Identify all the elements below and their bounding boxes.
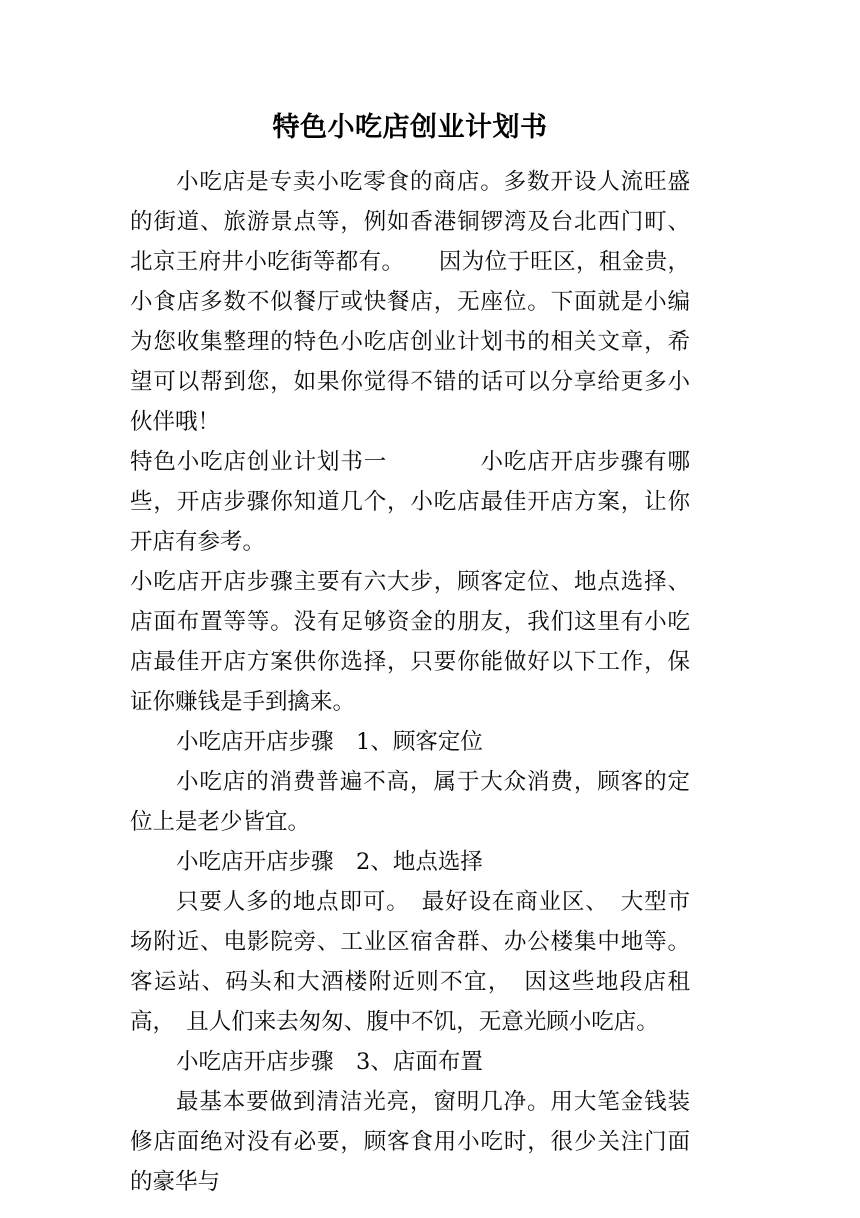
paragraph-step-3-body: 最基本要做到清洁光亮，窗明几净。用大笔金钱装修店面绝对没有必要，顾客食用小吃时，很少关注门面的豪华与 [130,1089,690,1195]
paragraph-step-1-heading: 小吃店开店步骤 1、顾客定位 [176,729,483,755]
paragraph-step-2-body: 只要人多的地点即可。 最好设在商业区、 大型市场附近、电影院旁、工业区宿舍群、办公楼集中地等。客运站、码头和大酒楼附近则不宜， 因这些地段店租高， 且人们来去匆匆、腹中不饥，无意光顾小吃店。 [130,889,690,1035]
document-content [130,0,690,1202]
page-title: 特色小吃店创业计划书 [272,112,548,143]
paragraph-six-steps-overview: 小吃店开店步骤主要有六大步，顾客定位、地点选择、店面布置等等。没有足够资金的朋友，我们这里有小吃店最佳开店方案供你选择，只要你能做好以下工作，保证你赚钱是手到擒来。 [130,569,690,715]
paragraph-step-1-body: 小吃店的消费普遍不高，属于大众消费，顾客的定位上是老少皆宜。 [130,769,690,835]
paragraph-step-2-heading: 小吃店开店步骤 2、地点选择 [176,849,483,875]
document-body [130,148,690,1202]
paragraph-step-3-heading: 小吃店开店步骤 3、店面布置 [176,1049,483,1075]
paragraph-intro: 小吃店是专卖小吃零食的商店。多数开设人流旺盛的街道、旅游景点等，例如香港铜锣湾及台北西门町、北京王府井小吃街等都有。 因为位于旺区，租金贵，小食店多数不似餐厅或快餐店，无座位。下面就是小编为您收集整理的特色小吃店创业计划书的相关文章，希望可以帮到您，如果你觉得不错的话可以分享给更多小伙伴哦！ [130,169,690,435]
paragraph-section-one-heading: 特色小吃店创业计划书一 小吃店开店步骤有哪些，开店步骤你知道几个，小吃店最佳开店方案，让你开店有参考。 [130,449,690,555]
